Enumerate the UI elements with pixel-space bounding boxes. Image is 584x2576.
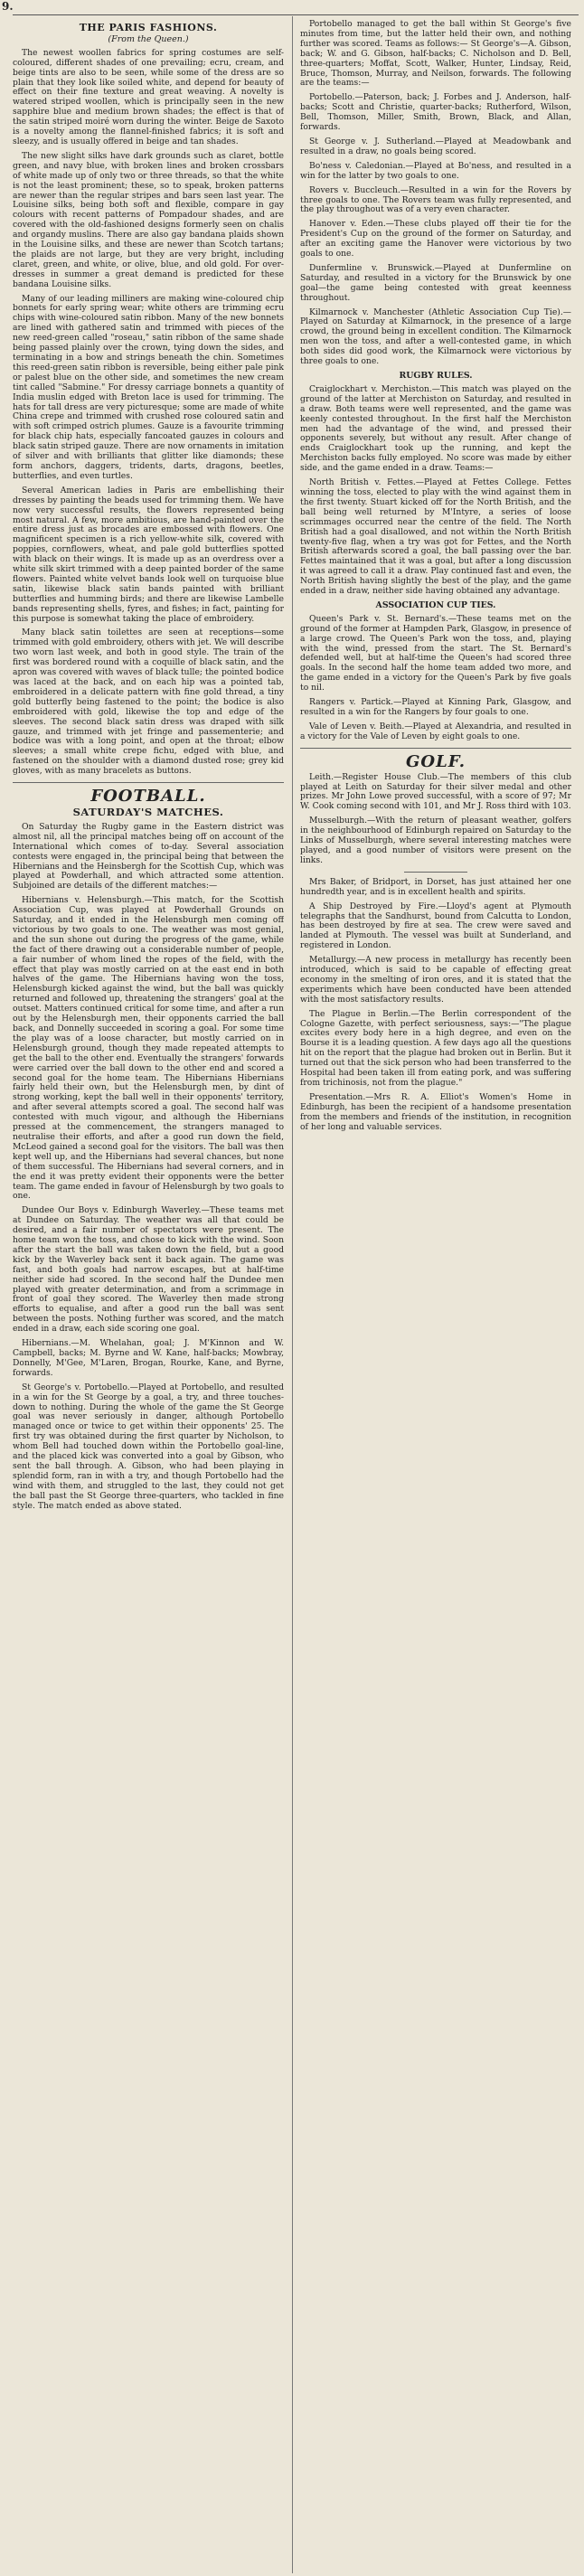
subsection-heading-association: ASSOCIATION CUP TIES. [375,599,496,610]
paragraph: The Plague in Berlin.—The Berlin correspondent of the Cologne Gazette, with perfect seriousness, says:—"The plague excites every body here in a high degree, and even on the Bourse it is a leading question. A few days ago all the questions hit on the report that the plague had broken out in Berlin. But it turned out that the sick person who had been transferred to the Hospital had been taken ill from eating pork, and was suffering from trichinosis, not from the plague." [300,1008,571,1088]
page-number: 9. [2,0,14,13]
paragraph: Hibernians.—M. Whelahan, goal; J. M'Kinnon and W. Campbell, backs; M. Byrne and W. Kane, half-backs; Mowbray, Donnelly, M'Gee, M'Laren, Brogan, Rourke, Kane, and Byrne, forwards. [13,1338,284,1378]
paragraph: The newest woollen fabrics for spring costumes are self-coloured, different shades of one prevailing; ecru, cream, and beige tints are also to be seen, while some of the dress are so plain that they look like soiled white, and depend for beauty of effect on their fine texture and great weaving. A novelty is watered striped woollen, which is principally seen in the new sapphire blue and medium brown shades; the effect is that of the satin striped moiré worn during the winter. Beige de Saxoto is a novelty among the flannel-finished fabrics; it is soft and sleezy, and is usually offered in beige and tan shades. [13,47,284,146]
section-heading-golf: GOLF. [406,751,466,771]
subsection-heading-rugby: RUGBY RULES. [399,371,473,381]
paragraph: Many black satin toilettes are seen at receptions—some trimmed with gold embroidery, others with jet. We will describe two worn last week, and both in good style. The train of the first was bordered round with a coquille of black satin, and the apron was covered with waves of black tulle; the pointed bodice was laced at the back, and on each hip was a pointed tab, embroidered in a delicate pattern with fine gold thread, a tiny gold butterfly being fastened to the point; the bodice is also embroidered with gold, likewise the top and edge of the sleeves. The second black satin dress was draped with silk gauze, and trimmed with jet fringe and passementerie; and bodice was with a long point, and open at the throat; elbow sleeves; a small white crepe fichu, edged with blue, and fastened on the shoulder with a diamond dusted rose; grey kid gloves, with as many bracelets as buttons. [13,627,284,777]
paragraph: Dunfermline v. Brunswick.—Played at Dunfermline on Saturday, and resulted in a victory for the Brunswick by one goal—the game being contested with great keenness throughout. [300,262,571,303]
section-rule [300,748,571,749]
section-rule [13,782,284,783]
paragraph: Kilmarnock v. Manchester (Athletic Association Cup Tie).—Played on Saturday at Kilmarnock, in the presence of a large crowd, the ground being in excellent condition. The Kilmarnock men won the toss, and after a well-contested game, in which both sides did good work, the Kilmarnock were victorious by three goals to one. [300,307,571,367]
paragraph: Portobello managed to get the ball within St George's five minutes from time, but the latter held their own, and nothing further was scored. Teams as follows:— St George's—A. Gibson, back; W. and G. Gibson, half-backs; C. Nicholson and D. Bell, three-quarters; Moffat, Scott, Walker, Hunter, Lindsay, Reid, Bruce, Thomson, Murray, and Neilson, forwards. The following are the teams:— [300,20,571,89]
paragraph: Metallurgy.—A new process in metallurgy has recently been introduced, which is said to be capable of effecting great economy in the smelting of iron ores, and it is stated that the experiments which have been conducted have been attended with the most satisfactory results. [300,955,571,1005]
paragraph: Several American ladies in Paris are embellishing their dresses by painting the beads used for trimming them. We have now very successful results, the flowers represented being most natural. A few, more ambitious, are hand-painted over the entire dress just as brocades are embossed with flowers. One magnificent specimen is a rich yellow-white silk, covered with poppies, cornflowers, wheat, and pale gold butterflies spotted with black on their wings. It is made up as an overdress over a white silk skirt trimmed with a deep painted border of the same flowers. Painted white velvet bands look well on turquoise blue satin, likewise black satin bands painted with brilliant butterflies and humming birds; and there are likewise Lambelle bands representing shells, fyres, and fishes; in fact, painting for this purpose is somewhat taking the place of embroidery. [13,485,284,624]
paragraph: Rangers v. Partick.—Played at Kinning Park, Glasgow, and resulted in a win for the Rangers by four goals to one. [300,697,571,717]
paragraph: Vale of Leven v. Beith.—Played at Alexandria, and resulted in a victory for the Vale of Leven by eight goals to one. [300,721,571,741]
paragraph: St George's v. Portobello.—Played at Portobello, and resulted in a win for the St George by a goal, a try, and three touches-down to nothing. During the whole of the game the St George goal was never seriously in danger, although Portobello managed once or twice to get within their opponents' 25. The first try was obtained during the first quarter by Nicholson, to whom Bell had touched down within the Portobello goal-line, and the placed kick was converted into a goal by Gibson, who sent the ball through. A. Gibson, who had been playing in splendid form, ran in with a try, and though Portobello had the wind with them, and struggled to the last, they could not get the ball past the St George three-quarters, who tackled in fine style. The match ended as above stated. [13,1382,284,1511]
paragraph: Craiglockhart v. Merchiston.—This match was played on the ground of the latter at Merchiston on Saturday, and resulted in a draw. Both teams were well represented, and the game was keenly contested throughout. In the first half the Merchiston men had the advantage of the wind, and pressed their opponents severely, but without any result. After change of ends Craiglockhart took up the running, and kept the Merchiston backs fully employed. No score was made by either side, and the game ended in a draw. Teams:— [300,383,571,474]
article-title: THE PARIS FASHIONS. [79,22,218,33]
right-column [300,20,571,2570]
paragraph: Dundee Our Boys v. Edinburgh Waverley.—These teams met at Dundee on Saturday. The weather was all that could be desired, and a fair number of spectators were present. The home team won the toss, and chose to kick with the wind. Soon after the start the ball was taken down the field, but a good kick by the Waverley back sent it back again. The game was fast, and both goals had narrow escapes, but at half-time neither side had scored. In the second half the Dundee men played with greater determination, and from a scrimmage in front of goal they scored. The Waverley then made strong efforts to equalise, and after a good run the ball was sent between the posts. Nothing further was scored, and the match ended in a draw, each side scoring one goal. [13,1205,284,1335]
left-column [13,20,284,2570]
paragraph: Hanover v. Eden.—These clubs played off their tie for the President's Cup on the ground of the former on Saturday, and after an exciting game the Hanover were victorious by two goals to one. [300,219,571,259]
column-divider [292,16,293,2573]
paragraph: The new slight silks have dark grounds such as claret, bottle green, and navy blue, with broken lines and broken crossbars of white made up of only two or three threads, so that the white is not the least prominent; these, so to speak, broken patterns are newer than the regular stripes and bars seen last year. The Louisine silks, being both soft and flexible, compare in gay colours with recent patterns of Pompadour shades, and are covered with the old-fashioned designs formerly seen on chalis and organdy muslins. There are also gay bandana plaids shown in the Louisine silks, and these are newer than Scotch tartans; the plaids are not large, but they are very bright, including claret, green, and white, or olive, blue, and old gold. For over-dresses in summer a great demand is predicted for these bandana Louisine silks. [13,150,284,289]
paragraph: Presentation.—Mrs R. A. Elliot's Women's Home in Edinburgh, has been the recipient of a handsome presentation from the members and friends of the institution, in recognition of her long and valuable services. [300,1091,571,1132]
article-byline: (From the Queen.) [108,33,189,44]
paragraph: North British v. Fettes.—Played at Fettes College. Fettes winning the toss, elected to play with the wind against them in the first twenty. Stuart kicked off for the North British, and the ball being well returned by M'Intyre, a series of loose scrimmages occurred near the centre of the field. The North British had a goal disallowed, and not within the North British twenty-five flag, when a try was got for Fettes, and the North British afterwards scored a goal, the ball passing over the bar. Fettes maintained that it was a goal, but after a long discussion it was agreed to call it a draw. Play continued fast and even, the North British having slightly the best of the play, and the game ended in a draw, neither side having obtained any advantage. [300,477,571,597]
paragraph: Musselburgh.—With the return of pleasant weather, golfers in the neighbourhood of Edinburgh repaired on Saturday to the Links of Musselburgh, where several interesting matches were played, and a good number of visitors were present on the links. [300,816,571,865]
paragraph: Portobello.—Paterson, back; J. Forbes and J. Anderson, half-backs; Scott and Christie, quarter-backs; Rutherford, Wilson, Bell, Thomson, Miller, Smith, Brown, Black, and Allan, forwards. [300,92,571,133]
paragraph: St George v. J. Sutherland.—Played at Meadowbank and resulted in a draw, no goals being scored. [300,136,571,156]
paragraph: Many of our leading milliners are making wine-coloured chip bonnets for early spring wear; white others are trimming ecru chips with wine-coloured satin ribbon. Many of the new bonnets are lined with gathered satin and trimmed with pieces of the new reed-green called "roseau," satin ribbon of the same shade being passed plainly over the crown, tying down the sides, and terminating in a bow and strings beneath the chin. Sometimes this reed-green satin ribbon is reversible, being either pale pink or palest blue on the other side, and sometimes the new cream tint called "Sabmine." For dressy carriage bonnets a quantity of India muslin edged with Breton lace is used for trimming. The hats for tall dress are very picturesque; some are made of white China crepe and trimmed with crushed rose coloured satin and with soft crimped ostrich plumes. Gauze is a favourite trimming for black chip hats, especially fancoated gauzes in colours and black satin striped gauze. There are now ornaments in imitation of silver and with brilliants that glitter like diamonds; these form anchors, daggers, tridents, darts, dragons, beetles, butterflies, and even turtles. [13,293,284,481]
paragraph: Hibernians v. Helensburgh.—This match, for the Scottish Association Cup, was played at Powderhall Grounds on Saturday, and it ended in the Helensburgh men coming off victorious by two goals to one. The weather was most genial, and the sun shone out during the progress of the game, while the fact of there drawing out a considerable number of people, a fair number of whom lined the ropes of the field, with the effect that play was mostly carried on at the east end in both halves of the game. The Hibernians having won the toss, Helensburgh kicked against the wind, but the ball was quickly returned and followed up, threatening the strangers' goal at the outset. Matters continued critical for some time, and after a run out by the Helensburgh men, their opponents carried the ball back, and Donnelly succeeded in scoring a goal. For some time the play was of a loose character, but mostly carried on in Helensburgh ground, though they made repeated attempts to get the ball to the other end. Eventually the strangers' forwards were carried over the ball down to the other end and scored a second goal for the home team. The Hibernians Hibernians fairly held their own, but the Helensburgh men, by dint of strong working, kept the ball well in their opponents' territory, and after several attempts scored a goal. The second half was contested with much vigour, and although the Hibernians pressed at the commencement, the strangers managed to neutralise their efforts, and after a good run down the field, McLeod gained a second goal for the visitors. The ball was then kept well up, and the Hibernians had several chances, but none of them successful. The Hibernians had several corners, and in the end it was pretty evident their opponents were the better team. The game ended in favour of Helensburgh by two goals to one. [13,895,284,1202]
paragraph: Bo'ness v. Caledonian.—Played at Bo'ness, and resulted in a win for the latter by two goals to one. [300,160,571,181]
paragraph: Mrs Baker, of Bridport, in Dorset, has just attained her one hundredth year, and is in excellent health and spirits. [300,876,571,897]
section-heading-football: FOOTBALL. [90,787,206,807]
subsection-heading: SATURDAY'S MATCHES. [72,805,224,818]
top-rule [13,14,579,15]
paragraph: Leith.—Register House Club.—The members of this club played at Leith on Saturday for their silver medal and other prizes. Mr John Lowe proved successful, with a score of 97; Mr W. Cook coming second with 101, and Mr J. Ross third with 103. [300,771,571,812]
paragraph: Rovers v. Buccleuch.—Resulted in a win for the Rovers by three goals to one. The Rovers team was fully represented, and the play throughout was of a very even character. [300,184,571,215]
short-rule [404,872,467,873]
paragraph: On Saturday the Rugby game in the Eastern district was almost nil, all the principal matches being off on account of the International which comes of to-day. Several association contests were engaged in, the principal being that between the Hibernians and the Heinsbergh for the Scottish Cup, which was played at Powderhall, and which attracted some attention. Subjoined are details of the different matches:— [13,821,284,892]
paragraph: Queen's Park v. St. Bernard's.—These teams met on the ground of the former at Hampden Park, Glasgow, in presence of a large crowd. The Queen's Park won the toss, and, playing with the wind, pressed from the start. The St. Bernard's defended well, but at half-time the Queen's had scored three goals. In the second half the home team added two more, and the game ended in a victory for the Queen's Park by five goals to nil. [300,613,571,694]
paragraph: A Ship Destroyed by Fire.—Lloyd's agent at Plymouth telegraphs that the Sandhurst, bound from Calcutta to London, has been destroyed by fire at sea. The crew were saved and landed at Plymouth. The vessel was built at Sunderland, and registered in London. [300,901,571,951]
